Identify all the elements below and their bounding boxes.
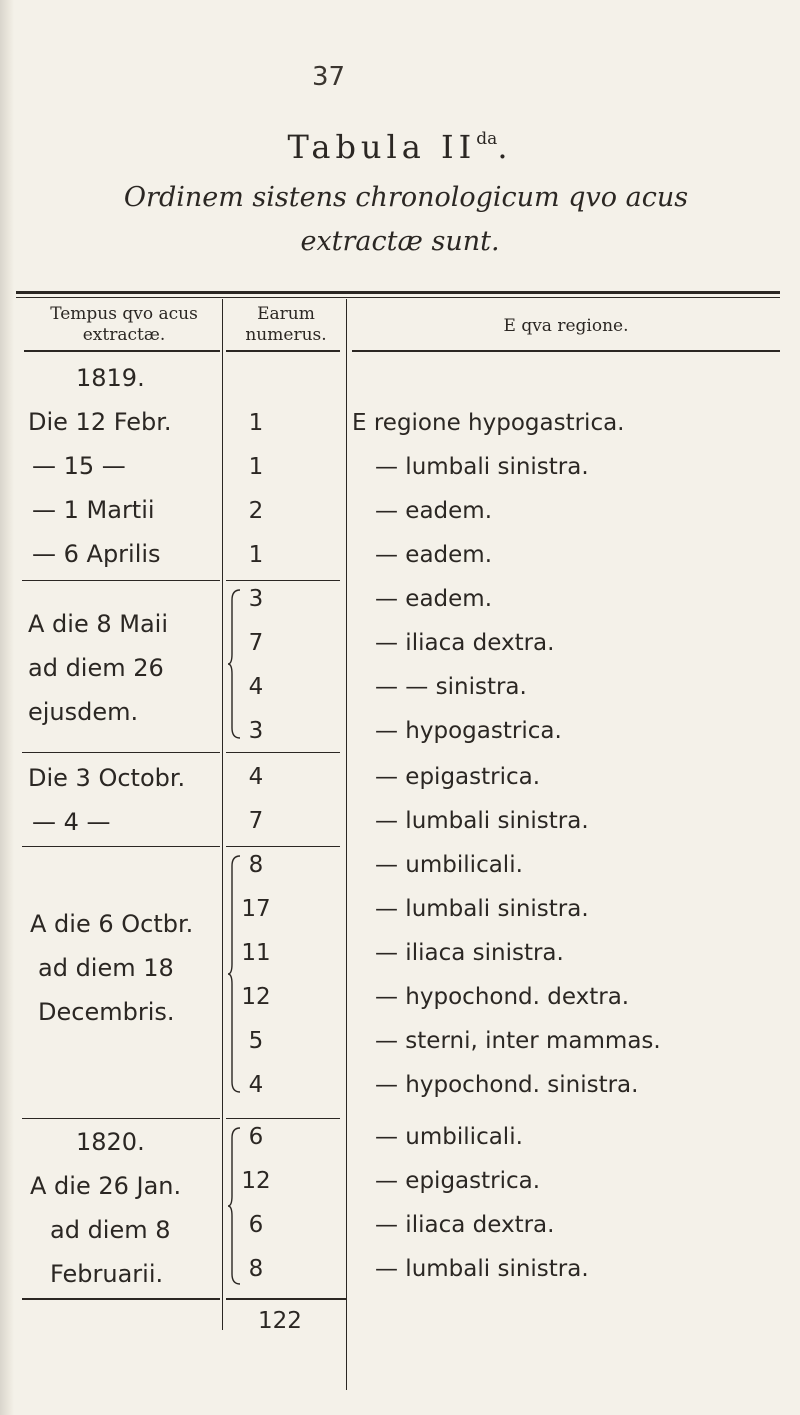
group-maii-line-3: ejusdem. — [28, 698, 139, 726]
date-3-octobr: Die 3 Octobr. — [28, 764, 186, 792]
header-count-line-2: numerus. — [245, 325, 327, 345]
top-rule-thick — [16, 291, 780, 294]
count-row-14: 12 — [241, 984, 271, 1010]
group-octbr-line-1: A die 6 Octbr. — [30, 910, 194, 938]
brace-maii — [228, 588, 244, 740]
header-region: E qva regione. — [503, 316, 629, 336]
region-row-17: — umbilicali. — [375, 1124, 523, 1150]
date-4: — 4 — — [32, 808, 111, 836]
subtitle-line-1: Ordinem sistens chronologicum qvo acus — [123, 182, 689, 213]
header-count-line-1: Earum — [257, 304, 315, 324]
count-row-9: 4 — [248, 764, 264, 790]
region-row-10: — lumbali sinistra. — [375, 808, 589, 834]
count-row-1: 1 — [248, 410, 264, 436]
count-row-18: 12 — [241, 1168, 271, 1194]
column-rule-1 — [222, 299, 223, 1330]
region-row-1: E regione hypogastrica. — [352, 410, 625, 436]
count-row-12: 17 — [241, 896, 271, 922]
region-row-6: — iliaca dextra. — [375, 630, 555, 656]
count-row-2: 1 — [248, 454, 264, 480]
count-row-16: 4 — [248, 1072, 264, 1098]
count-row-5: 3 — [248, 586, 264, 612]
count-row-20: 8 — [248, 1256, 264, 1282]
subtitle-line-2: extractæ sunt. — [300, 226, 500, 257]
region-row-15: — sterni, inter mammas. — [375, 1028, 661, 1054]
count-rule-1 — [226, 580, 340, 581]
brace-octbr — [228, 854, 244, 1094]
count-row-7: 4 — [248, 674, 264, 700]
region-row-13: — iliaca sinistra. — [375, 940, 564, 966]
region-row-3: — eadem. — [375, 498, 493, 524]
group-jan-line-3: Februarii. — [50, 1260, 164, 1288]
region-row-2: — lumbali sinistra. — [375, 454, 589, 480]
count-row-8: 3 — [248, 718, 264, 744]
region-row-5: — eadem. — [375, 586, 493, 612]
group-rule-3 — [22, 846, 220, 847]
region-row-9: — epigastrica. — [375, 764, 541, 790]
count-rule-2 — [226, 752, 340, 753]
count-sum-rule — [226, 1298, 346, 1300]
date-12-febr: Die 12 Febr. — [28, 408, 172, 436]
region-row-4: — eadem. — [375, 542, 493, 568]
group-rule-5 — [22, 1298, 220, 1300]
table-title: Tabula $II^{da}$. — [287, 128, 513, 166]
count-row-3: 2 — [248, 498, 264, 524]
header-rule-col1 — [24, 350, 220, 352]
group-rule-4 — [22, 1118, 220, 1119]
group-octbr-line-3: Decembris. — [38, 998, 175, 1026]
region-row-20: — lumbali sinistra. — [375, 1256, 589, 1282]
region-row-7: — — sinistra. — [375, 674, 527, 700]
count-row-15: 5 — [248, 1028, 264, 1054]
header-time — [24, 304, 224, 346]
region-row-12: — lumbali sinistra. — [375, 896, 589, 922]
table-title-suffix: da — [476, 129, 498, 149]
column-rule-2 — [346, 299, 347, 1390]
region-row-8: — hypogastrica. — [375, 718, 562, 744]
group-maii-line-1: A die 8 Maii — [28, 610, 168, 638]
page-number: 37 — [312, 62, 346, 92]
date-6-aprilis: — 6 Aprilis — [32, 540, 161, 568]
header-time-line-1: Tempus qvo acus — [50, 304, 198, 324]
group-jan-line-1: A die 26 Jan. — [30, 1172, 182, 1200]
group-jan-line-2: ad diem 8 — [50, 1216, 171, 1244]
count-total: 122 — [258, 1308, 302, 1334]
count-row-17: 6 — [248, 1124, 264, 1150]
count-row-13: 11 — [241, 940, 271, 966]
group-rule-2 — [22, 752, 220, 753]
count-rule-4 — [226, 1118, 340, 1119]
count-row-4: 1 — [248, 542, 264, 568]
region-row-18: — epigastrica. — [375, 1168, 541, 1194]
region-row-14: — hypochond. dextra. — [375, 984, 630, 1010]
group-rule-1 — [22, 580, 220, 581]
group-maii-line-2: ad diem 26 — [28, 654, 164, 682]
top-rule-thin — [16, 297, 780, 298]
region-row-11: — umbilicali. — [375, 852, 523, 878]
header-count — [226, 304, 346, 346]
count-row-10: 7 — [248, 808, 264, 834]
date-1-martii: — 1 Martii — [32, 496, 155, 524]
brace-jan — [228, 1126, 244, 1286]
date-15: — 15 — — [32, 452, 126, 480]
group-octbr-line-2: ad diem 18 — [38, 954, 174, 982]
count-row-11: 8 — [248, 852, 264, 878]
count-row-6: 7 — [248, 630, 264, 656]
header-time-line-2: extractæ. — [82, 325, 166, 345]
year-1819: 1819. — [76, 364, 145, 392]
region-row-19: — iliaca dextra. — [375, 1212, 555, 1238]
header-rule-col3 — [352, 350, 780, 352]
year-1820: 1820. — [76, 1128, 145, 1156]
region-row-16: — hypochond. sinistra. — [375, 1072, 639, 1098]
count-rule-3 — [226, 846, 340, 847]
header-rule-col2 — [226, 350, 340, 352]
table-title-text: Tabula II — [287, 128, 477, 166]
count-row-19: 6 — [248, 1212, 264, 1238]
